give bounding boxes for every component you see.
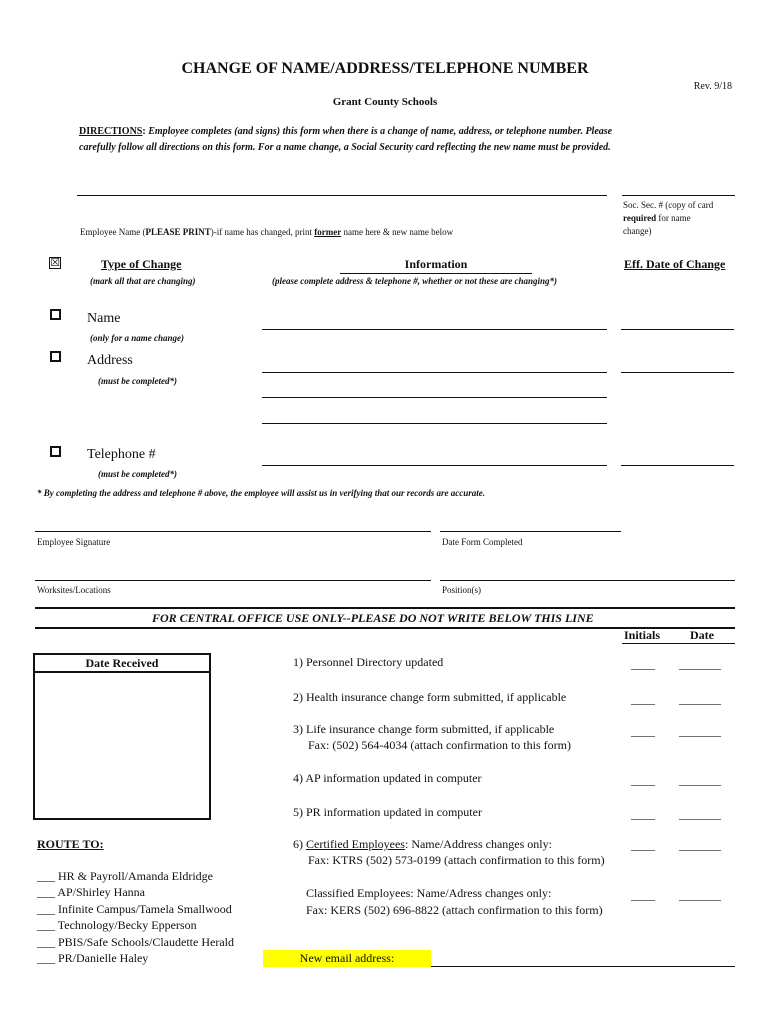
office-item-4: 4) AP information updated in computer — [293, 771, 482, 785]
accuracy-note: * By completing the address and telephone # above, the employee will assist us in verifying that our records are accurate. — [37, 488, 485, 498]
directions-text-2: carefully follow all directions on this form. For a name change, a Social Security card reflecting the new name must be provided. — [79, 142, 611, 153]
address-checkbox[interactable] — [50, 351, 61, 362]
address-line-2[interactable] — [262, 397, 607, 398]
initials-blank-3[interactable]: ____ — [631, 724, 655, 738]
directions: DIRECTIONS: Employee completes (and signs) this form when there is a change of name, address, or telephone number. Please carefully follow all directions on this form. For a name change, a Social Security card reflecting the new name must be provided. — [79, 126, 613, 153]
route-to-heading: ROUTE TO: — [37, 837, 104, 851]
date-blank-1[interactable]: _______ — [679, 657, 721, 671]
date-received-header-box — [33, 653, 211, 673]
initials-blank-6[interactable]: ____ — [631, 838, 655, 852]
new-email-line[interactable] — [431, 966, 735, 967]
address-row-note: (must be completed*) — [98, 376, 177, 386]
office-header-underline — [622, 643, 735, 644]
telephone-eff-date-line[interactable] — [621, 465, 734, 466]
header-checkbox-icon: ☒ — [50, 256, 60, 269]
information-header: Information — [340, 257, 532, 274]
date-blank-7[interactable]: _______ — [679, 888, 721, 902]
date-received-label: Date Received — [85, 656, 159, 670]
date-completed-label: Date Form Completed — [442, 537, 523, 547]
position-label: Position(s) — [442, 585, 482, 595]
date-blank-5[interactable]: _______ — [679, 807, 721, 821]
date-blank-3[interactable]: _______ — [679, 724, 721, 738]
revision-label: Rev. 9/18 — [693, 81, 732, 92]
route-item-pr: ___ PR/Danielle Haley — [37, 951, 149, 965]
office-item-3-fax: Fax: (502) 564-4034 (attach confirmation to this form) — [308, 738, 571, 752]
ssn-label: Soc. Sec. # (copy of card required for name change) — [623, 200, 714, 236]
form-title: CHANGE OF NAME/ADDRESS/TELEPHONE NUMBER — [181, 60, 589, 77]
office-divider-top — [35, 607, 735, 609]
date-blank-4[interactable]: _______ — [679, 773, 721, 787]
route-item-campus: ___ Infinite Campus/Tamela Smallwood — [37, 902, 232, 916]
initials-blank-7[interactable]: ____ — [631, 888, 655, 902]
worksites-line[interactable] — [35, 580, 431, 581]
address-line-3[interactable] — [262, 423, 607, 424]
route-item-technology: ___ Technology/Becky Epperson — [37, 918, 197, 932]
name-eff-date-line[interactable] — [621, 329, 734, 330]
initials-blank-5[interactable]: ____ — [631, 807, 655, 821]
date-column-header: Date — [690, 628, 714, 642]
signature-label: Employee Signature — [37, 537, 111, 547]
telephone-row-note: (must be completed*) — [98, 469, 177, 479]
information-subheader: (please complete address & telephone #, whether or not these are changing*) — [272, 276, 557, 286]
initials-blank-4[interactable]: ____ — [631, 773, 655, 787]
initials-blank-2[interactable]: ____ — [631, 692, 655, 706]
new-name-line[interactable] — [262, 329, 607, 330]
date-completed-line[interactable] — [440, 531, 621, 532]
date-blank-6[interactable]: _______ — [679, 838, 721, 852]
signature-line[interactable] — [35, 531, 431, 532]
directions-text-1: Employee completes (and signs) this form when there is a change of name, address, or telephone number. Please — [148, 126, 613, 137]
route-item-pbis: ___ PBIS/Safe Schools/Claudette Herald — [37, 935, 234, 949]
address-eff-date-line[interactable] — [621, 372, 734, 373]
office-item-1: 1) Personnel Directory updated — [293, 655, 444, 669]
initials-header: Initials — [624, 628, 661, 642]
position-line[interactable] — [440, 580, 735, 581]
office-item-6-fax: Fax: KTRS (502) 573-0199 (attach confirmation to this form) — [308, 853, 605, 867]
employee-name-label: Employee Name (PLEASE PRINT)-if name has changed, print former name here & new name below — [80, 227, 454, 237]
effective-date-header: Eff. Date of Change — [624, 257, 726, 271]
office-item-6: 6) Certified Employees: Name/Address changes only: — [293, 837, 552, 851]
route-item-hr: ___ HR & Payroll/Amanda Eldridge — [37, 869, 213, 883]
telephone-row-label: Telephone # — [87, 447, 156, 462]
new-email-label: New email address: — [263, 950, 431, 967]
office-item-5: 5) PR information updated in computer — [293, 805, 482, 819]
name-checkbox[interactable] — [50, 309, 61, 320]
type-of-change-header: Type of Change — [101, 257, 182, 271]
organization-name: Grant County Schools — [332, 96, 438, 108]
office-item-7: Classified Employees: Name/Adress changes only: — [306, 886, 552, 900]
date-received-stamp-box[interactable] — [33, 673, 211, 820]
office-use-heading: FOR CENTRAL OFFICE USE ONLY--PLEASE DO NOT WRITE BELOW THIS LINE — [152, 611, 594, 625]
route-item-ap: ___ AP/Shirley Hanna — [37, 885, 145, 899]
office-item-7-fax: Fax: KERS (502) 696-8822 (attach confirmation to this form) — [306, 903, 603, 917]
telephone-checkbox[interactable] — [50, 446, 61, 457]
type-of-change-subheader: (mark all that are changing) — [90, 276, 196, 286]
address-line-1[interactable] — [262, 372, 607, 373]
office-item-3: 3) Life insurance change form submitted, if applicable — [293, 722, 555, 736]
name-row-note: (only for a name change) — [90, 333, 184, 343]
worksites-label: Worksites/Locations — [37, 585, 111, 595]
name-row-label: Name — [87, 311, 121, 326]
directions-label: DIRECTIONS — [79, 126, 143, 137]
employee-name-line[interactable] — [77, 195, 607, 196]
initials-blank-1[interactable]: ____ — [631, 657, 655, 671]
telephone-line[interactable] — [262, 465, 607, 466]
address-row-label: Address — [87, 353, 133, 368]
date-blank-2[interactable]: _______ — [679, 692, 721, 706]
office-item-2: 2) Health insurance change form submitted, if applicable — [293, 690, 567, 704]
ssn-line[interactable] — [622, 195, 735, 196]
